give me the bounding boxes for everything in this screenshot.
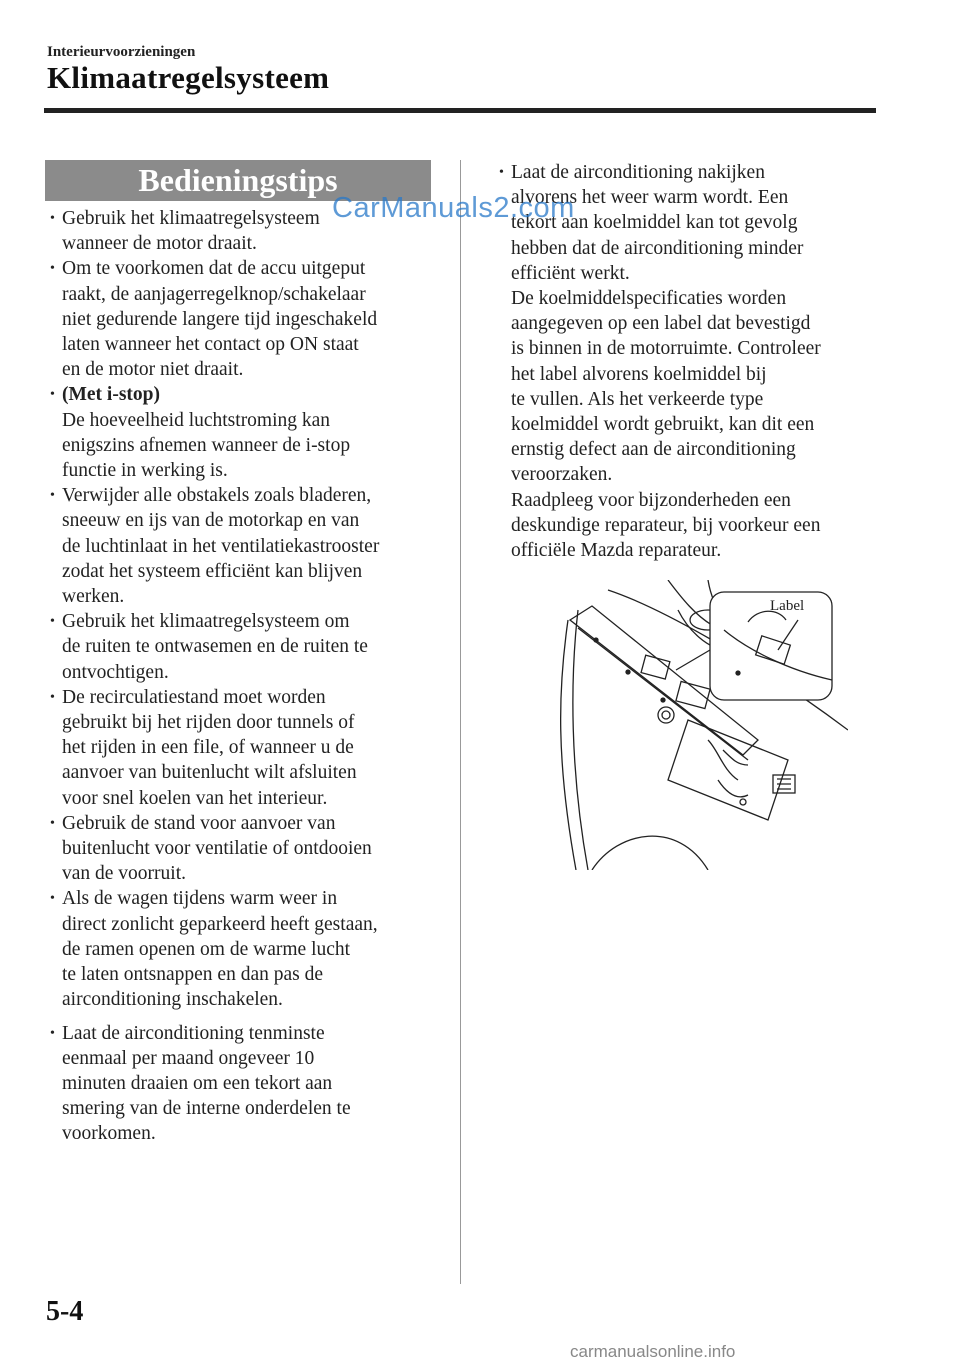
tip-line: Gebruik het klimaatregelsysteem om [62, 611, 350, 633]
section-banner: Bedieningstips [45, 160, 431, 201]
tip-line: functie in werking is. [62, 460, 228, 482]
tip-line: deskundige reparateur, bij voorkeur een [511, 514, 821, 536]
tip-line: Laat de airconditioning nakijken [511, 162, 765, 183]
tip-line: voor snel koelen van het interieur. [62, 787, 328, 809]
tip-line: Raadpleeg voor bijzonderheden een [511, 489, 791, 511]
tip-line: voorkomen. [62, 1123, 156, 1145]
tip-line: direct zonlicht geparkeerd heeft gestaan, [62, 913, 378, 935]
page-number: 5-4 [46, 1296, 84, 1327]
tip-line: is binnen in de motorruimte. Controleer [511, 338, 821, 360]
tip-line: laten wanneer het contact op ON staat [62, 334, 359, 356]
tip-line: raakt, de aanjagerregelknop/schakelaar [62, 283, 366, 305]
tip-line: zodat het systeem efficiënt kan blijven [62, 560, 363, 582]
chapter-title: Klimaatregelsysteem [47, 60, 330, 95]
tip-line: Laat de airconditioning tenminste [62, 1022, 325, 1044]
bullet: • [50, 689, 55, 705]
tip-line: de ruiten te ontwasemen en de ruiten te [62, 636, 368, 658]
tip-line: gebruikt bij het rijden door tunnels of [62, 712, 355, 734]
bullet: • [499, 165, 504, 180]
tip-line: Om te voorkomen dat de accu uitgeput [62, 258, 366, 280]
tip-line: tekort aan koelmiddel kan tot gevolg [511, 212, 798, 234]
tip-line: wanneer de motor draait. [62, 233, 257, 255]
tip-line: alvorens het weer warm wordt. Een [511, 187, 789, 209]
tip-line: te vullen. Als het verkeerde type [511, 388, 764, 410]
tip-line: van de voorruit. [62, 863, 187, 885]
tip-line: officiële Mazda reparateur. [511, 540, 722, 562]
engine-compartment-illustration [548, 580, 848, 870]
figure-label: Label [770, 598, 805, 614]
tip-line: de ramen openen om de warme lucht [62, 938, 351, 960]
tip-line: De koelmiddelspecificaties worden [511, 288, 787, 310]
bullet: • [50, 261, 55, 277]
tip-item [47, 685, 447, 811]
tip-line: airconditioning inschakelen. [62, 989, 283, 1011]
tip-line: efficiënt werkt. [511, 262, 630, 284]
tip-item [47, 382, 447, 483]
tip-item [47, 483, 447, 609]
bullet: • [50, 614, 55, 630]
section-name: Interieurvoorzieningen [47, 44, 196, 60]
tip-line: enigszins afnemen wanneer de i-stop [62, 434, 351, 456]
tip-item [47, 256, 447, 382]
tip-line: het rijden in een file, of wanneer u de [62, 737, 354, 759]
tip-line: veroorzaken. [511, 464, 613, 486]
tip-item [47, 811, 447, 887]
tip-line: niet gedurende langere tijd ingeschakeld [62, 308, 378, 330]
tip-item [47, 609, 447, 685]
tip-line: hebben dat de airconditioning minder [511, 237, 804, 259]
bullet: • [50, 488, 55, 504]
bullet: • [50, 891, 55, 907]
tip-line: werken. [62, 586, 125, 608]
tip-item [47, 886, 447, 1012]
tip-line: aanvoer van buitenlucht wilt afsluiten [62, 762, 357, 784]
tip-line: minuten draaien om een tekort aan [62, 1072, 333, 1094]
tip-line: eenmaal per maand ongeveer 10 [62, 1047, 315, 1069]
tip-item [47, 1021, 447, 1147]
tip-line: buitenlucht voor ventilatie of ontdooien [62, 838, 372, 860]
tip-line: ernstig defect aan de airconditioning [511, 439, 796, 461]
tip-line: Verwijder alle obstakels zoals bladeren, [62, 485, 372, 507]
tip-line: De hoeveelheid luchtstroming kan [62, 409, 331, 431]
watermark: CarManuals2.com [332, 192, 575, 224]
bullet: • [50, 1025, 55, 1041]
footer-watermark: carmanualsonline.info [570, 1342, 736, 1361]
header-rule [44, 108, 876, 113]
bullet: • [50, 387, 55, 403]
tip-line: sneeuw en ijs van de motorkap en van [62, 510, 360, 532]
tip-line: het label alvorens koelmiddel bij [511, 363, 767, 385]
tip-line: Als de wagen tijdens warm weer in [62, 888, 338, 910]
column-divider [460, 160, 461, 1284]
tip-line: te laten ontsnappen en dan pas de [62, 964, 323, 986]
tip-line: Gebruik het klimaatregelsysteem [62, 208, 320, 229]
tip-line: koelmiddel wordt gebruikt, kan dit een [511, 414, 815, 436]
tip-line: de luchtinlaat in het ventilatiekastrooster [62, 535, 380, 557]
tip-line: smering van de interne onderdelen te [62, 1098, 351, 1120]
bullet: • [50, 815, 55, 831]
tip-line: De recirculatiestand moet worden [62, 686, 326, 708]
bullet: • [50, 211, 55, 226]
tip-line: aangegeven op een label dat bevestigd [511, 313, 811, 335]
tip-heading: (Met i-stop) [62, 384, 161, 406]
spacer [47, 1013, 447, 1021]
left-column [47, 206, 447, 1147]
tip-line: ontvochtigen. [62, 661, 169, 683]
tip-line: en de motor niet draait. [62, 359, 244, 381]
tip-line: Gebruik de stand voor aanvoer van [62, 812, 336, 834]
